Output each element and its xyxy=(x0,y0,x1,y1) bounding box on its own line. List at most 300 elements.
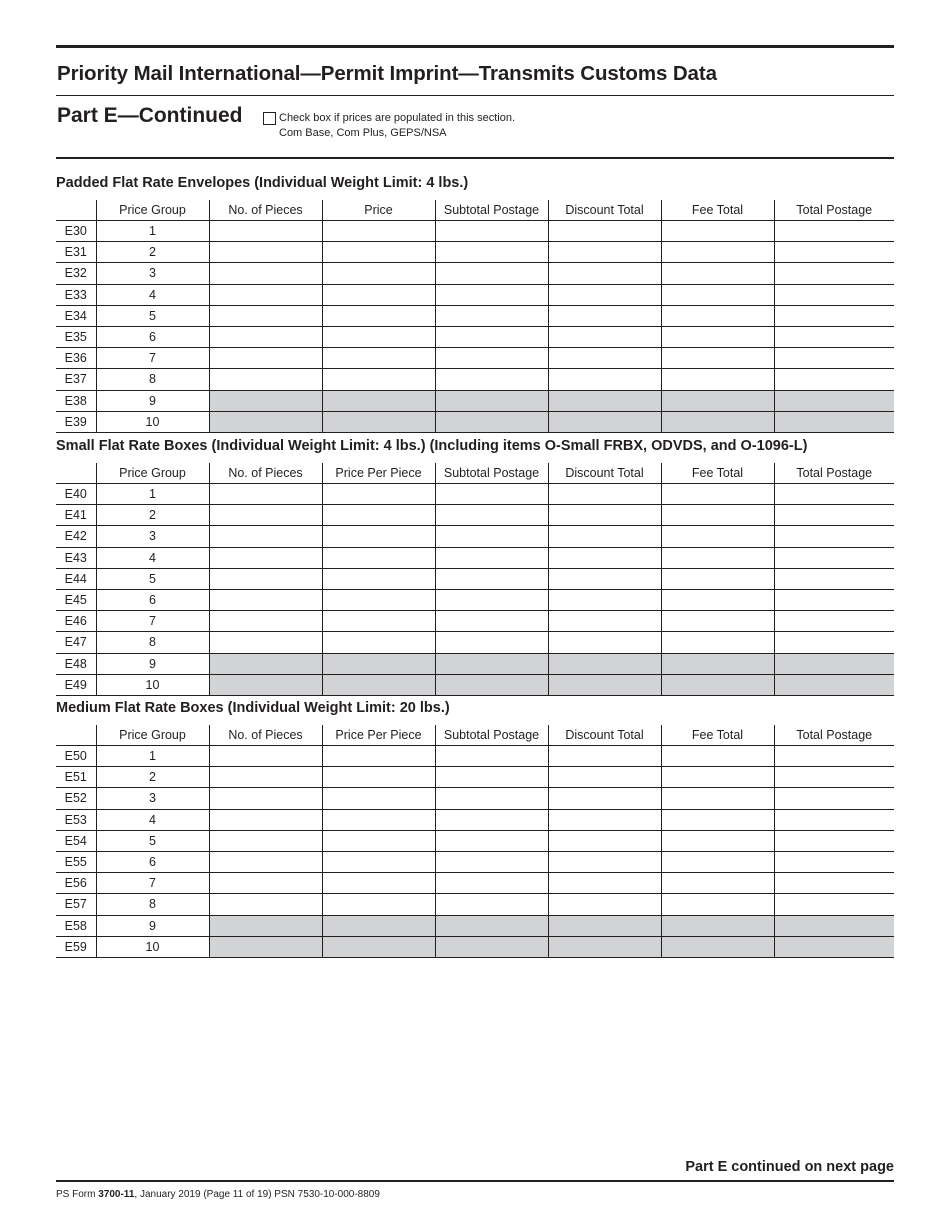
pieces-input[interactable] xyxy=(209,505,322,526)
line-code: E47 xyxy=(56,632,96,653)
subtotal-postage-input[interactable] xyxy=(435,348,548,369)
table-row xyxy=(56,390,894,411)
line-code: E42 xyxy=(56,526,96,547)
price-group: 4 xyxy=(96,547,209,568)
medium-boxes-table xyxy=(56,725,894,958)
line-code: E54 xyxy=(56,830,96,851)
total-postage-input[interactable] xyxy=(774,369,894,390)
column-header: No. of Pieces xyxy=(209,463,322,484)
line-code: E34 xyxy=(56,305,96,326)
table-row xyxy=(56,746,894,767)
table-row xyxy=(56,632,894,653)
price-input[interactable] xyxy=(322,326,435,347)
discount-total-input[interactable] xyxy=(548,505,661,526)
form-title: Priority Mail International—Permit Imprint—Transmits Customs Data xyxy=(57,62,717,85)
line-code: E50 xyxy=(56,746,96,767)
pieces-input[interactable] xyxy=(209,611,322,632)
total-postage-input[interactable] xyxy=(774,809,894,830)
discount-total-input[interactable] xyxy=(548,305,661,326)
pieces-input[interactable] xyxy=(209,369,322,390)
discount-total-input xyxy=(548,936,661,957)
column-header: Price xyxy=(322,200,435,221)
checkbox-label: Check box if prices are populated in this section. xyxy=(279,112,516,124)
subtotal-postage-input xyxy=(435,390,548,411)
line-code: E58 xyxy=(56,915,96,936)
total-postage-input[interactable] xyxy=(774,894,894,915)
fee-total-input[interactable] xyxy=(661,221,774,242)
price-input[interactable] xyxy=(322,348,435,369)
price-group: 5 xyxy=(96,568,209,589)
discount-total-input[interactable] xyxy=(548,221,661,242)
total-postage-input[interactable] xyxy=(774,851,894,872)
price-input[interactable] xyxy=(322,242,435,263)
subtotal-postage-input[interactable] xyxy=(435,242,548,263)
pieces-input[interactable] xyxy=(209,547,322,568)
subtotal-postage-input[interactable] xyxy=(435,873,548,894)
header-row xyxy=(56,725,894,746)
pieces-input[interactable] xyxy=(209,242,322,263)
discount-total-input[interactable] xyxy=(548,589,661,610)
top-rule xyxy=(56,45,894,48)
line-code: E36 xyxy=(56,348,96,369)
price-group: 10 xyxy=(96,674,209,695)
pieces-input[interactable] xyxy=(209,894,322,915)
section-title-medium-boxes: Medium Flat Rate Boxes (Individual Weight Limit: 20 lbs.) xyxy=(56,700,450,716)
fee-total-input xyxy=(661,653,774,674)
fee-total-input[interactable] xyxy=(661,505,774,526)
small-boxes-table xyxy=(56,463,894,696)
table-row xyxy=(56,505,894,526)
price-input xyxy=(322,915,435,936)
price-input[interactable] xyxy=(322,611,435,632)
subtotal-postage-input[interactable] xyxy=(435,830,548,851)
total-postage-input[interactable] xyxy=(774,348,894,369)
fee-total-input[interactable] xyxy=(661,611,774,632)
line-code: E45 xyxy=(56,589,96,610)
price-input[interactable] xyxy=(322,632,435,653)
fee-total-input xyxy=(661,674,774,695)
fee-total-input[interactable] xyxy=(661,284,774,305)
table-row xyxy=(56,369,894,390)
section-title-padded-envelopes: Padded Flat Rate Envelopes (Individual Weight Limit: 4 lbs.) xyxy=(56,175,469,191)
checkbox-label-block xyxy=(279,111,515,141)
price-input[interactable] xyxy=(322,746,435,767)
footer-rest: , January 2019 (Page 11 of 19) PSN 7530-10-000-8809 xyxy=(134,1189,380,1200)
subtotal-postage-input[interactable] xyxy=(435,505,548,526)
subtotal-postage-input[interactable] xyxy=(435,788,548,809)
price-group: 4 xyxy=(96,284,209,305)
total-postage-input[interactable] xyxy=(774,767,894,788)
price-group: 7 xyxy=(96,348,209,369)
table-row xyxy=(56,809,894,830)
line-code: E31 xyxy=(56,242,96,263)
total-postage-input[interactable] xyxy=(774,547,894,568)
subtotal-postage-input[interactable] xyxy=(435,589,548,610)
column-header: Discount Total xyxy=(548,463,661,484)
pieces-input[interactable] xyxy=(209,589,322,610)
price-input[interactable] xyxy=(322,873,435,894)
discount-total-input[interactable] xyxy=(548,830,661,851)
table-row xyxy=(56,263,894,284)
fee-total-input[interactable] xyxy=(661,632,774,653)
discount-total-input[interactable] xyxy=(548,767,661,788)
subtotal-postage-input[interactable] xyxy=(435,305,548,326)
price-input[interactable] xyxy=(322,547,435,568)
total-postage-input xyxy=(774,653,894,674)
discount-total-input xyxy=(548,915,661,936)
fee-total-input[interactable] xyxy=(661,369,774,390)
line-code: E39 xyxy=(56,411,96,432)
column-header: Discount Total xyxy=(548,725,661,746)
subtotal-postage-input[interactable] xyxy=(435,326,548,347)
fee-total-input[interactable] xyxy=(661,788,774,809)
table-row xyxy=(56,305,894,326)
fee-total-input xyxy=(661,936,774,957)
subtotal-postage-input xyxy=(435,674,548,695)
column-header: Total Postage xyxy=(774,463,894,484)
line-code: E52 xyxy=(56,788,96,809)
total-postage-input[interactable] xyxy=(774,589,894,610)
title-rule xyxy=(56,95,894,96)
total-postage-input[interactable] xyxy=(774,632,894,653)
price-input xyxy=(322,653,435,674)
table-row xyxy=(56,589,894,610)
pieces-input[interactable] xyxy=(209,873,322,894)
price-group: 8 xyxy=(96,632,209,653)
pieces-input[interactable] xyxy=(209,746,322,767)
total-postage-input xyxy=(774,915,894,936)
fee-total-input[interactable] xyxy=(661,263,774,284)
column-header: Price Per Piece xyxy=(322,725,435,746)
column-header: No. of Pieces xyxy=(209,200,322,221)
pieces-input[interactable] xyxy=(209,632,322,653)
column-header: No. of Pieces xyxy=(209,725,322,746)
fee-total-input[interactable] xyxy=(661,746,774,767)
price-input[interactable] xyxy=(322,263,435,284)
subtotal-postage-input[interactable] xyxy=(435,767,548,788)
pieces-input xyxy=(209,936,322,957)
line-code: E40 xyxy=(56,484,96,505)
fee-total-input[interactable] xyxy=(661,305,774,326)
total-postage-input[interactable] xyxy=(774,568,894,589)
discount-total-input[interactable] xyxy=(548,788,661,809)
line-code: E53 xyxy=(56,809,96,830)
pieces-input[interactable] xyxy=(209,788,322,809)
table-row xyxy=(56,348,894,369)
total-postage-input[interactable] xyxy=(774,526,894,547)
pieces-input xyxy=(209,411,322,432)
discount-total-input[interactable] xyxy=(548,326,661,347)
bottom-rule xyxy=(56,1180,894,1182)
total-postage-input[interactable] xyxy=(774,505,894,526)
discount-total-input[interactable] xyxy=(548,851,661,872)
price-group: 1 xyxy=(96,484,209,505)
discount-total-input[interactable] xyxy=(548,873,661,894)
price-group: 7 xyxy=(96,873,209,894)
table-row xyxy=(56,653,894,674)
table-row xyxy=(56,484,894,505)
fee-total-input[interactable] xyxy=(661,242,774,263)
pieces-input[interactable] xyxy=(209,221,322,242)
fee-total-input[interactable] xyxy=(661,873,774,894)
pieces-input xyxy=(209,653,322,674)
pieces-input[interactable] xyxy=(209,284,322,305)
discount-total-input[interactable] xyxy=(548,284,661,305)
pieces-input[interactable] xyxy=(209,484,322,505)
discount-total-input[interactable] xyxy=(548,526,661,547)
pieces-input[interactable] xyxy=(209,526,322,547)
price-group: 6 xyxy=(96,589,209,610)
price-input xyxy=(322,936,435,957)
fee-total-input[interactable] xyxy=(661,326,774,347)
line-code: E32 xyxy=(56,263,96,284)
column-header: Subtotal Postage xyxy=(435,463,548,484)
column-header: Total Postage xyxy=(774,200,894,221)
line-code: E37 xyxy=(56,369,96,390)
subtotal-postage-input[interactable] xyxy=(435,221,548,242)
table-row xyxy=(56,851,894,872)
discount-total-input[interactable] xyxy=(548,809,661,830)
discount-total-input[interactable] xyxy=(548,263,661,284)
total-postage-input[interactable] xyxy=(774,221,894,242)
column-header: Fee Total xyxy=(661,200,774,221)
price-group: 3 xyxy=(96,526,209,547)
total-postage-input[interactable] xyxy=(774,873,894,894)
discount-total-input[interactable] xyxy=(548,369,661,390)
fee-total-input[interactable] xyxy=(661,484,774,505)
table-row xyxy=(56,611,894,632)
footer-prefix: PS Form xyxy=(56,1189,99,1200)
table-row xyxy=(56,915,894,936)
price-input[interactable] xyxy=(322,505,435,526)
price-input[interactable] xyxy=(322,284,435,305)
fee-total-input[interactable] xyxy=(661,767,774,788)
price-input[interactable] xyxy=(322,767,435,788)
column-header: Subtotal Postage xyxy=(435,725,548,746)
pieces-input[interactable] xyxy=(209,326,322,347)
table-row xyxy=(56,568,894,589)
line-code: E33 xyxy=(56,284,96,305)
price-input[interactable] xyxy=(322,830,435,851)
pieces-input[interactable] xyxy=(209,851,322,872)
table-row xyxy=(56,221,894,242)
column-header: Total Postage xyxy=(774,725,894,746)
price-input[interactable] xyxy=(322,809,435,830)
total-postage-input xyxy=(774,390,894,411)
price-group: 2 xyxy=(96,242,209,263)
price-input[interactable] xyxy=(322,305,435,326)
line-code: E46 xyxy=(56,611,96,632)
column-header xyxy=(56,725,96,746)
table-row xyxy=(56,873,894,894)
fee-total-input[interactable] xyxy=(661,830,774,851)
subtotal-postage-input[interactable] xyxy=(435,568,548,589)
price-input[interactable] xyxy=(322,568,435,589)
line-code: E30 xyxy=(56,221,96,242)
column-header: Fee Total xyxy=(661,463,774,484)
continued-note: Part E continued on next page xyxy=(685,1159,894,1175)
discount-total-input[interactable] xyxy=(548,568,661,589)
discount-total-input xyxy=(548,674,661,695)
line-code: E57 xyxy=(56,894,96,915)
pieces-input[interactable] xyxy=(209,830,322,851)
column-header xyxy=(56,200,96,221)
total-postage-input[interactable] xyxy=(774,263,894,284)
column-header: Price Per Piece xyxy=(322,463,435,484)
total-postage-input[interactable] xyxy=(774,284,894,305)
price-group: 8 xyxy=(96,369,209,390)
price-input xyxy=(322,411,435,432)
column-header: Fee Total xyxy=(661,725,774,746)
total-postage-input[interactable] xyxy=(774,484,894,505)
line-code: E48 xyxy=(56,653,96,674)
prices-populated-checkbox[interactable] xyxy=(263,112,276,125)
part-title: Part E—Continued xyxy=(57,104,243,127)
subtotal-postage-input xyxy=(435,653,548,674)
subtotal-postage-input[interactable] xyxy=(435,369,548,390)
pieces-input xyxy=(209,390,322,411)
line-code: E38 xyxy=(56,390,96,411)
table-row xyxy=(56,284,894,305)
price-group: 7 xyxy=(96,611,209,632)
fee-total-input[interactable] xyxy=(661,526,774,547)
total-postage-input[interactable] xyxy=(774,611,894,632)
discount-total-input[interactable] xyxy=(548,746,661,767)
total-postage-input[interactable] xyxy=(774,746,894,767)
subtotal-postage-input[interactable] xyxy=(435,263,548,284)
total-postage-input[interactable] xyxy=(774,242,894,263)
total-postage-input[interactable] xyxy=(774,788,894,809)
subtotal-postage-input xyxy=(435,411,548,432)
total-postage-input xyxy=(774,411,894,432)
fee-total-input[interactable] xyxy=(661,547,774,568)
table-row xyxy=(56,242,894,263)
line-code: E59 xyxy=(56,936,96,957)
fee-total-input[interactable] xyxy=(661,894,774,915)
price-group: 9 xyxy=(96,915,209,936)
discount-total-input[interactable] xyxy=(548,242,661,263)
pieces-input[interactable] xyxy=(209,263,322,284)
table-row xyxy=(56,674,894,695)
fee-total-input[interactable] xyxy=(661,589,774,610)
price-group: 9 xyxy=(96,390,209,411)
fee-total-input xyxy=(661,411,774,432)
price-input[interactable] xyxy=(322,526,435,547)
price-input xyxy=(322,390,435,411)
price-input[interactable] xyxy=(322,589,435,610)
discount-total-input[interactable] xyxy=(548,611,661,632)
discount-total-input[interactable] xyxy=(548,894,661,915)
subtotal-postage-input[interactable] xyxy=(435,894,548,915)
subtotal-postage-input[interactable] xyxy=(435,484,548,505)
price-input[interactable] xyxy=(322,369,435,390)
price-group: 5 xyxy=(96,830,209,851)
fee-total-input[interactable] xyxy=(661,851,774,872)
table-row xyxy=(56,767,894,788)
discount-total-input[interactable] xyxy=(548,632,661,653)
price-input xyxy=(322,674,435,695)
subtotal-postage-input[interactable] xyxy=(435,746,548,767)
checkbox-sublabel: Com Base, Com Plus, GEPS/NSA xyxy=(279,127,447,139)
fee-total-input xyxy=(661,390,774,411)
column-header: Price Group xyxy=(96,200,209,221)
subtotal-postage-input[interactable] xyxy=(435,809,548,830)
column-header xyxy=(56,463,96,484)
line-code: E49 xyxy=(56,674,96,695)
total-postage-input[interactable] xyxy=(774,830,894,851)
line-code: E55 xyxy=(56,851,96,872)
price-group: 6 xyxy=(96,326,209,347)
total-postage-input[interactable] xyxy=(774,326,894,347)
table-row xyxy=(56,326,894,347)
table-row xyxy=(56,411,894,432)
form-footer xyxy=(56,1189,380,1200)
line-code: E56 xyxy=(56,873,96,894)
price-input[interactable] xyxy=(322,484,435,505)
price-group: 10 xyxy=(96,411,209,432)
section-title-small-boxes: Small Flat Rate Boxes (Individual Weight Limit: 4 lbs.) (Including items O-Small FRBX, ODVDS, and O-1096-L) xyxy=(56,438,808,454)
subtotal-postage-input[interactable] xyxy=(435,547,548,568)
fee-total-input[interactable] xyxy=(661,809,774,830)
table-row xyxy=(56,788,894,809)
subtotal-postage-input[interactable] xyxy=(435,526,548,547)
pieces-input[interactable] xyxy=(209,568,322,589)
price-group: 5 xyxy=(96,305,209,326)
subtotal-postage-input[interactable] xyxy=(435,284,548,305)
price-input[interactable] xyxy=(322,894,435,915)
price-group: 10 xyxy=(96,936,209,957)
price-input[interactable] xyxy=(322,851,435,872)
price-group: 8 xyxy=(96,894,209,915)
subtotal-postage-input[interactable] xyxy=(435,632,548,653)
price-input[interactable] xyxy=(322,221,435,242)
pieces-input[interactable] xyxy=(209,348,322,369)
fee-total-input xyxy=(661,915,774,936)
subtotal-postage-input[interactable] xyxy=(435,611,548,632)
table-row xyxy=(56,894,894,915)
discount-total-input[interactable] xyxy=(548,547,661,568)
total-postage-input xyxy=(774,936,894,957)
pieces-input xyxy=(209,674,322,695)
discount-total-input xyxy=(548,653,661,674)
price-group: 9 xyxy=(96,653,209,674)
column-header: Discount Total xyxy=(548,200,661,221)
fee-total-input[interactable] xyxy=(661,568,774,589)
price-group: 6 xyxy=(96,851,209,872)
total-postage-input[interactable] xyxy=(774,305,894,326)
header-row xyxy=(56,200,894,221)
subtotal-postage-input[interactable] xyxy=(435,851,548,872)
table-row xyxy=(56,526,894,547)
line-code: E35 xyxy=(56,326,96,347)
line-code: E43 xyxy=(56,547,96,568)
table-row xyxy=(56,830,894,851)
total-postage-input xyxy=(774,674,894,695)
subtotal-postage-input xyxy=(435,936,548,957)
pieces-input[interactable] xyxy=(209,305,322,326)
price-group: 3 xyxy=(96,263,209,284)
discount-total-input[interactable] xyxy=(548,484,661,505)
fee-total-input[interactable] xyxy=(661,348,774,369)
discount-total-input xyxy=(548,390,661,411)
padded-envelopes-table xyxy=(56,200,894,433)
price-group: 2 xyxy=(96,505,209,526)
form-page xyxy=(56,0,894,1230)
pieces-input[interactable] xyxy=(209,809,322,830)
discount-total-input[interactable] xyxy=(548,348,661,369)
price-input[interactable] xyxy=(322,788,435,809)
pieces-input[interactable] xyxy=(209,767,322,788)
